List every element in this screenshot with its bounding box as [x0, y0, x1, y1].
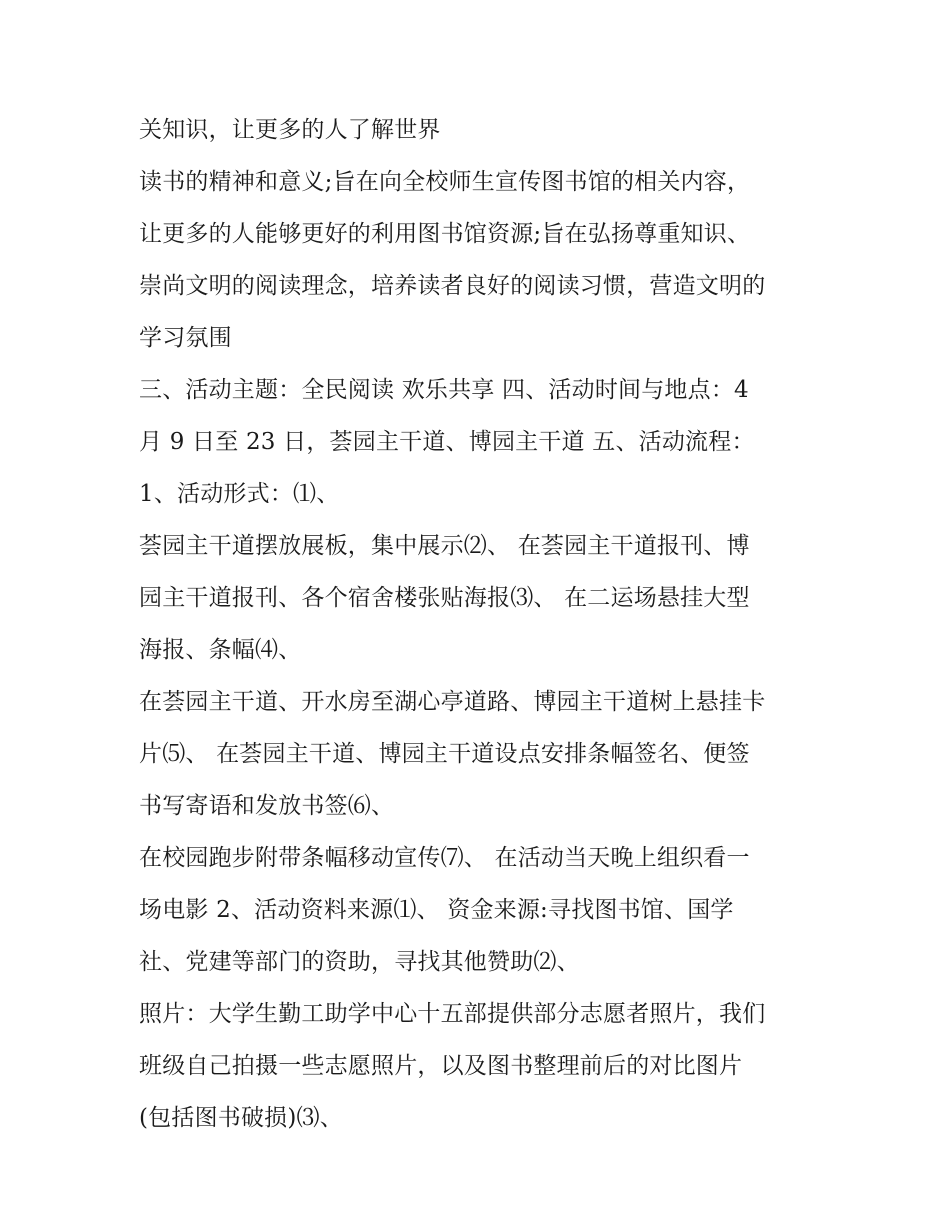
text-line: 关知识，让更多的人了解世界: [139, 117, 441, 143]
text-line: 让更多的人能够更好的利用图书馆资源;旨在弘扬尊重知识、: [139, 221, 751, 247]
text-line: 荟园主干道摆放展板，集中展示⑵、 在荟园主干道报刊、博: [139, 533, 750, 559]
text-line: 读书的精神和意义;旨在向全校师生宣传图书馆的相关内容，: [139, 169, 751, 195]
text-line: 在校园跑步附带条幅移动宣传⑺、 在活动当天晚上组织看一: [139, 845, 750, 871]
text-line: 照片：大学生勤工助学中心十五部提供部分志愿者照片，我们: [139, 1001, 766, 1027]
text-line: (包括图书破损)⑶、: [139, 1105, 343, 1131]
text-line: 在荟园主干道、开水房至湖心亭道路、博园主干道树上悬挂卡: [139, 689, 766, 715]
text-line: 书写寄语和发放书签⑹、: [139, 793, 395, 819]
text-line: 学习氛围: [139, 325, 232, 351]
text-line: 社、党建等部门的资助，寻找其他赞助⑵、: [139, 949, 580, 975]
text-line: 1、活动形式：⑴、: [139, 481, 340, 507]
text-line: 三、活动主题：全民阅读 欢乐共享 四、活动时间与地点：4: [139, 377, 749, 403]
text-line: 片⑸、 在荟园主干道、博园主干道设点安排条幅签名、便签: [139, 741, 750, 767]
document-body: [139, 108, 839, 1148]
text-line: 月 9 日至 23 日，荟园主干道、博园主干道 五、活动流程：: [139, 429, 755, 455]
text-line: 园主干道报刊、各个宿舍楼张贴海报⑶、 在二运场悬挂大型: [139, 585, 750, 611]
text-line: 班级自己拍摄一些志愿照片，以及图书整理前后的对比图片: [139, 1053, 743, 1079]
text-line: 崇尚文明的阅读理念，培养读者良好的阅读习惯，营造文明的: [139, 273, 766, 299]
text-line: 场电影 2、活动资料来源⑴、 资金来源:寻找图书馆、国学: [139, 897, 734, 923]
text-line: 海报、条幅⑷、: [139, 637, 302, 663]
